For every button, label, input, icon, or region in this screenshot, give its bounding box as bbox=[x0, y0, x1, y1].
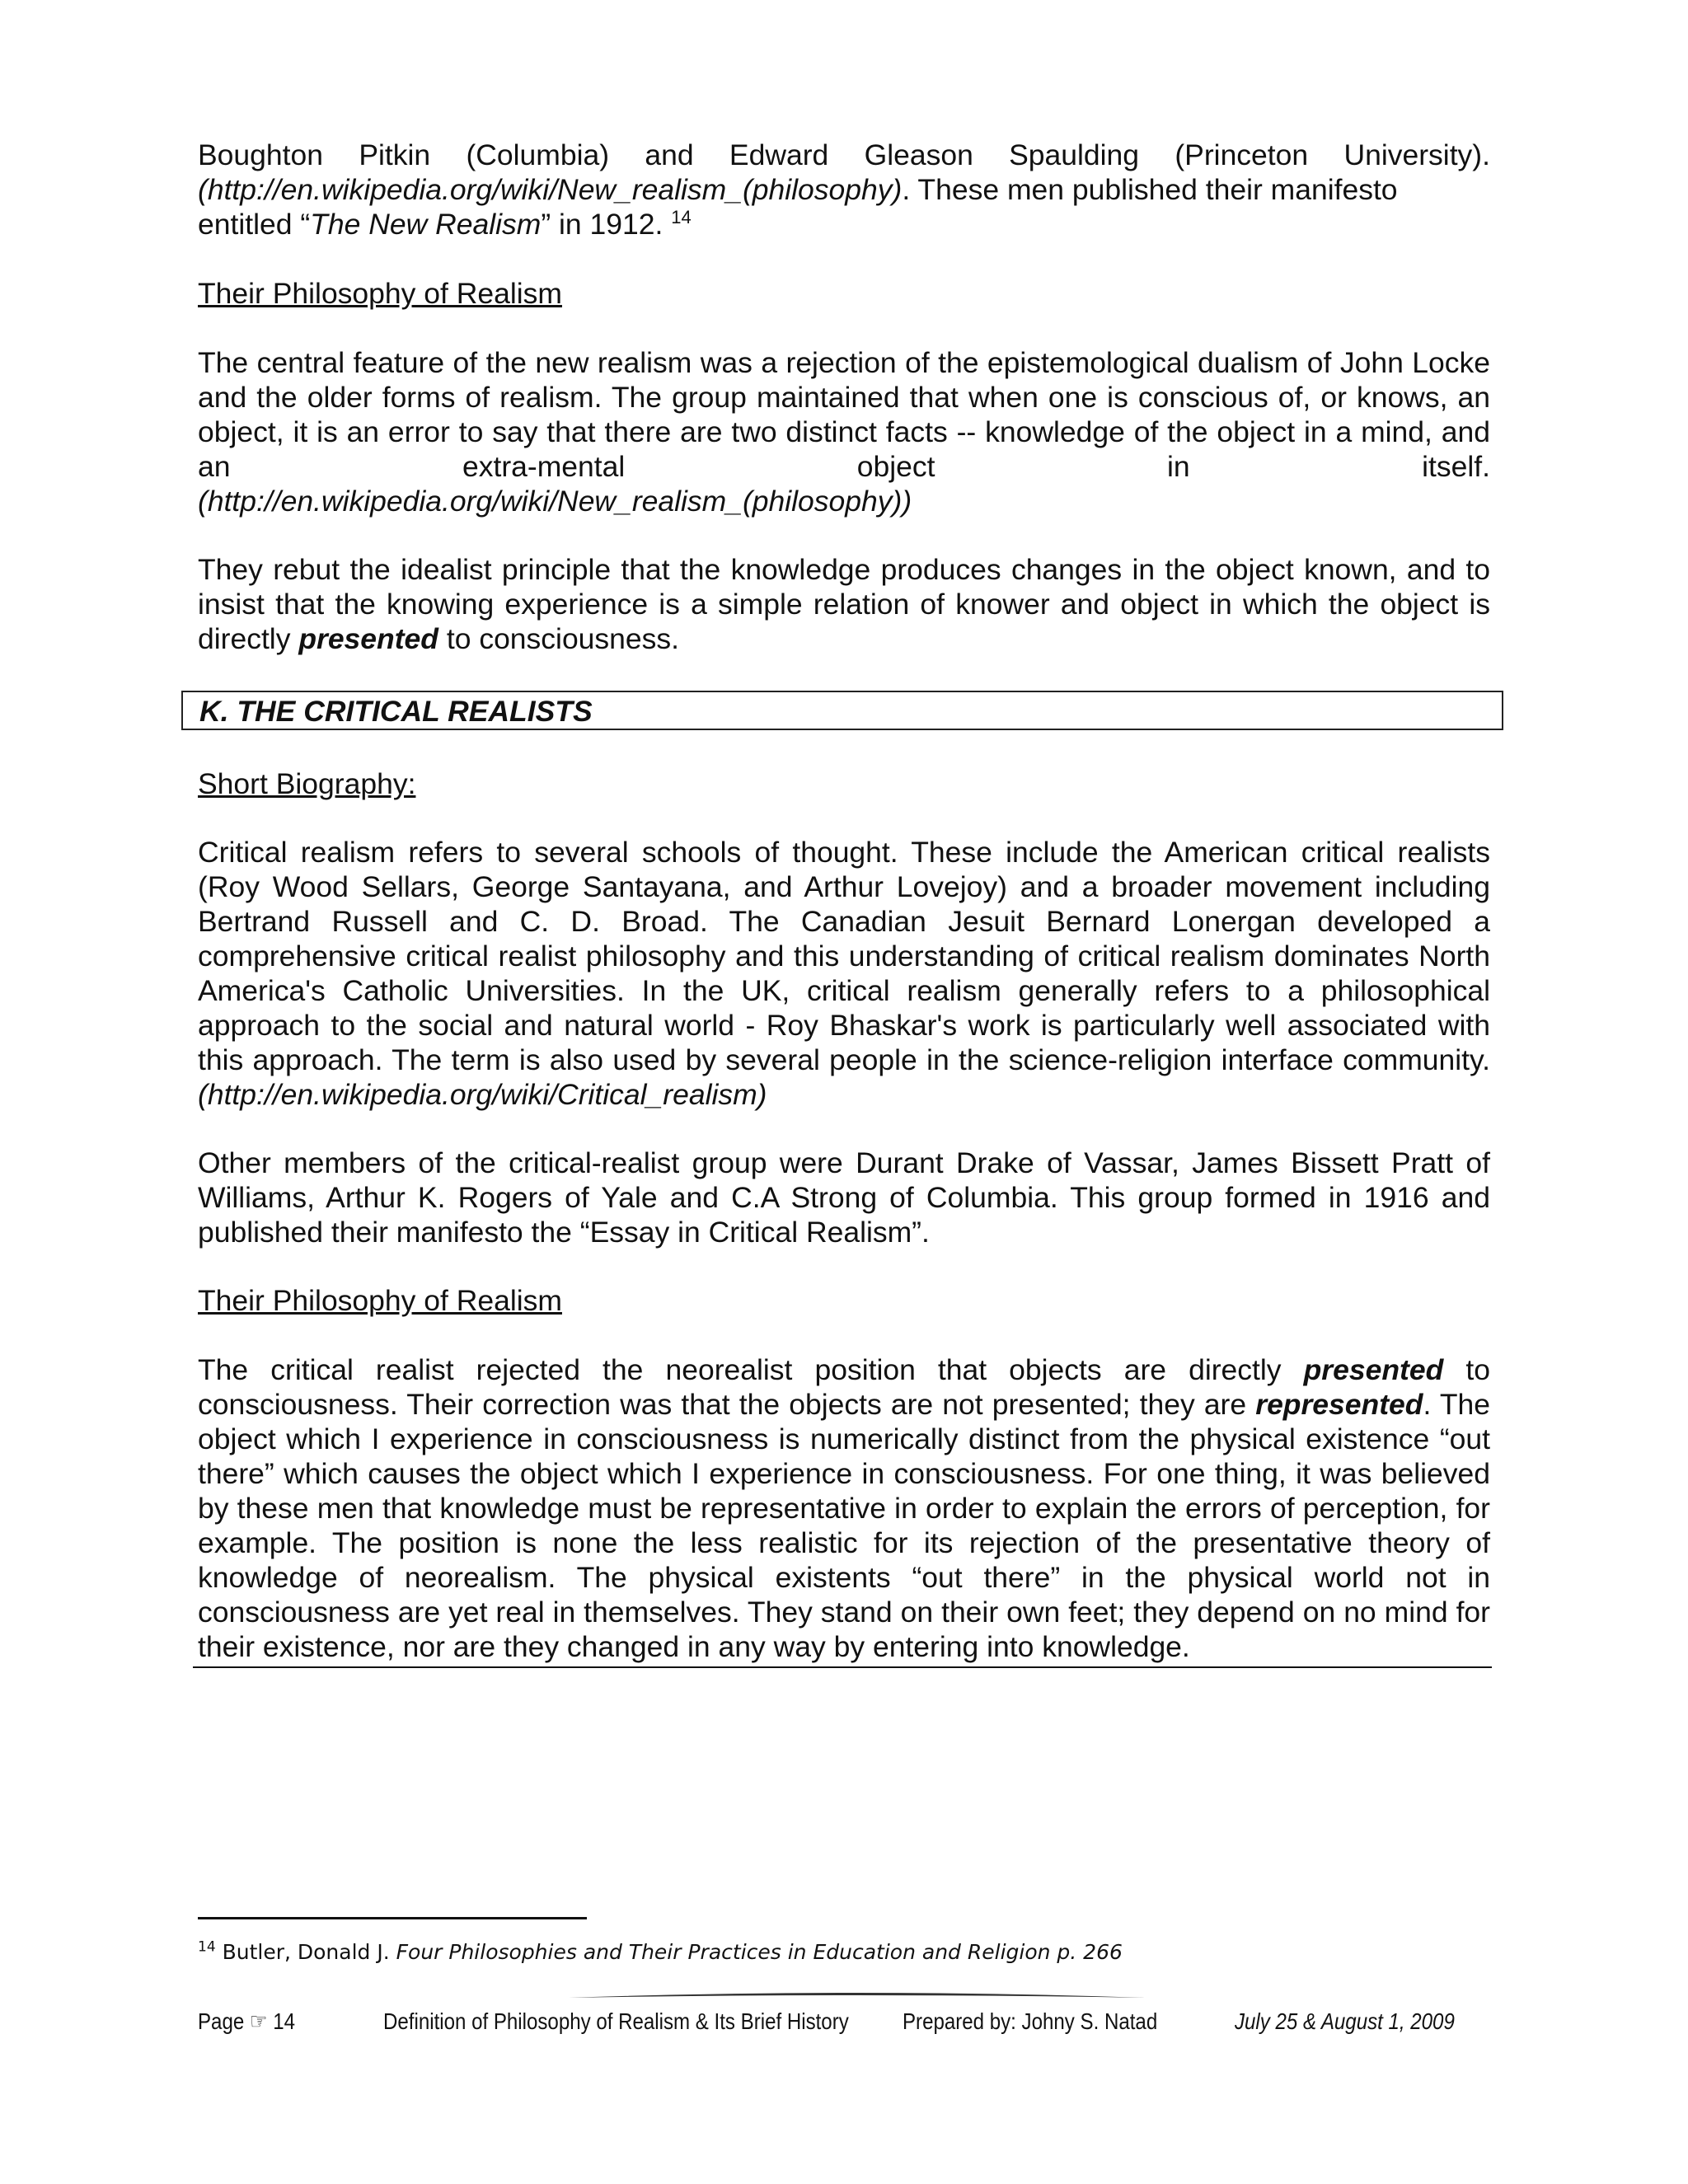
rebut-paragraph bbox=[198, 552, 1490, 656]
philosophy-heading-2-wrap bbox=[198, 1283, 1490, 1318]
intro-text-end: ” in 1912. bbox=[541, 208, 672, 241]
rebut-text: They rebut the idealist principle that the knowledge produces changes in the object known, and to insist that the knowing experience is a simple relation of knower and object in which the object is directly bbox=[198, 553, 1490, 655]
critical-realist-paragraph bbox=[198, 1352, 1490, 1664]
members-paragraph bbox=[198, 1146, 1490, 1249]
bio-heading: Short Biography: bbox=[198, 767, 416, 800]
phil-text-2: to consciousness. Their correction was that the objects are not presented; they are bbox=[198, 1353, 1490, 1421]
section-k-box bbox=[181, 691, 1503, 730]
bio-text: Critical realism refers to several schools of thought. These include the American critical realists (Roy Wood Sellars, George Santayana, and Arthur Lovejoy) and a broader movement including Bertrand Russell and C. D. Broad. The Canadian Jesuit Bernard Lonergan developed a comprehensive critical realist philosophy and this understanding of critical realism dominates North America's Catholic Universities. In the UK, critical realism generally refers to a philosophical approach to the social and natural world - Roy Bhaskar's work is particularly well associated with this approach. The term is also used by several people in the science-religion interface community. bbox=[198, 836, 1490, 1076]
section-end-rule bbox=[193, 1666, 1492, 1668]
intro-text: . These men published their manifesto entitled “ bbox=[198, 173, 1398, 241]
phil-text-3: . The object which I experience in consciousness is numerically distinct from the physical existence “out there” which causes the object which I experience in consciousness. For one thing, it was believed by these men that knowledge must be representative in order to explain the errors of perception, for example. The position is none the less realistic for its rejection of the presentative theory of knowledge of neorealism. The physical existents “out there” in the physical world not in consciousness are yet real in themselves. They stand on their own feet; they depend on no mind for their existence, nor are they changed in any way by entering into knowledge. bbox=[198, 1388, 1490, 1663]
footnote-reference[interactable]: 14 bbox=[671, 207, 692, 228]
rebut-text-end: to consciousness. bbox=[438, 622, 680, 655]
book-title: The New Realism bbox=[310, 208, 542, 241]
new-realism-url[interactable]: (http://en.wikipedia.org/wiki/New_realism_(philosophy)) bbox=[198, 485, 912, 518]
members-text: Other members of the critical-realist group were Durant Drake of Vassar, James Bissett Pratt of Williams, Arthur K. Rogers of Yale and C.A Strong of Columbia. This group formed in 1916 and published their manifesto the “Essay in Critical Realism”. bbox=[198, 1146, 1490, 1249]
presented-emphasis: presented bbox=[298, 622, 438, 655]
footnote-work: Four Philosophies and Their Practices in Education and Religion p. 266 bbox=[396, 1940, 1123, 1964]
new-realism-text: The central feature of the new realism was a rejection of the epistemological dualism of John Locke and the older forms of realism. The group maintained that when one is conscious of, or knows, an object, it is an error to say that there are two distinct facts -- knowledge of the object in a mind, and an extra-mental object in itself. bbox=[198, 346, 1490, 483]
footer-prepared-by: Prepared by: Johny S. Natad bbox=[903, 2008, 1158, 2034]
footnote-author: Butler, Donald J. bbox=[222, 1940, 396, 1964]
intro-line1: Boughton Pitkin (Columbia) and Edward Gleason Spaulding (Princeton University). bbox=[198, 138, 1490, 171]
presented-emphasis-2: presented bbox=[1303, 1353, 1444, 1386]
footer-date: July 25 & August 1, 2009 bbox=[1235, 2008, 1455, 2034]
intro-paragraph bbox=[198, 138, 1490, 241]
section-k-title: K. THE CRITICAL REALISTS bbox=[199, 695, 593, 728]
philosophy-heading-1-wrap bbox=[198, 276, 1490, 311]
intro-url[interactable]: (http://en.wikipedia.org/wiki/New_realism_(philosophy) bbox=[198, 173, 903, 206]
philosophy-heading-1: Their Philosophy of Realism bbox=[198, 277, 562, 310]
footer-doc-title: Definition of Philosophy of Realism & Its Brief History bbox=[383, 2008, 849, 2034]
bio-heading-wrap bbox=[198, 766, 1490, 801]
footnote bbox=[198, 1940, 1123, 1965]
footnote-separator bbox=[198, 1917, 587, 1919]
intro-continuation bbox=[198, 172, 1490, 241]
bio-paragraph bbox=[198, 835, 1490, 1112]
footnote-number: 14 bbox=[198, 1938, 216, 1956]
philosophy-heading-2: Their Philosophy of Realism bbox=[198, 1284, 562, 1317]
represented-emphasis: represented bbox=[1255, 1388, 1423, 1421]
bio-url[interactable]: (http://en.wikipedia.org/wiki/Critical_realism) bbox=[198, 1078, 767, 1111]
phil-text-1: The critical realist rejected the neorealist position that objects are directly bbox=[198, 1353, 1304, 1386]
footer-swoosh-decoration bbox=[569, 1990, 1146, 2003]
footer-page-number: Page ☞ 14 bbox=[198, 2008, 295, 2034]
new-realism-paragraph bbox=[198, 345, 1490, 518]
